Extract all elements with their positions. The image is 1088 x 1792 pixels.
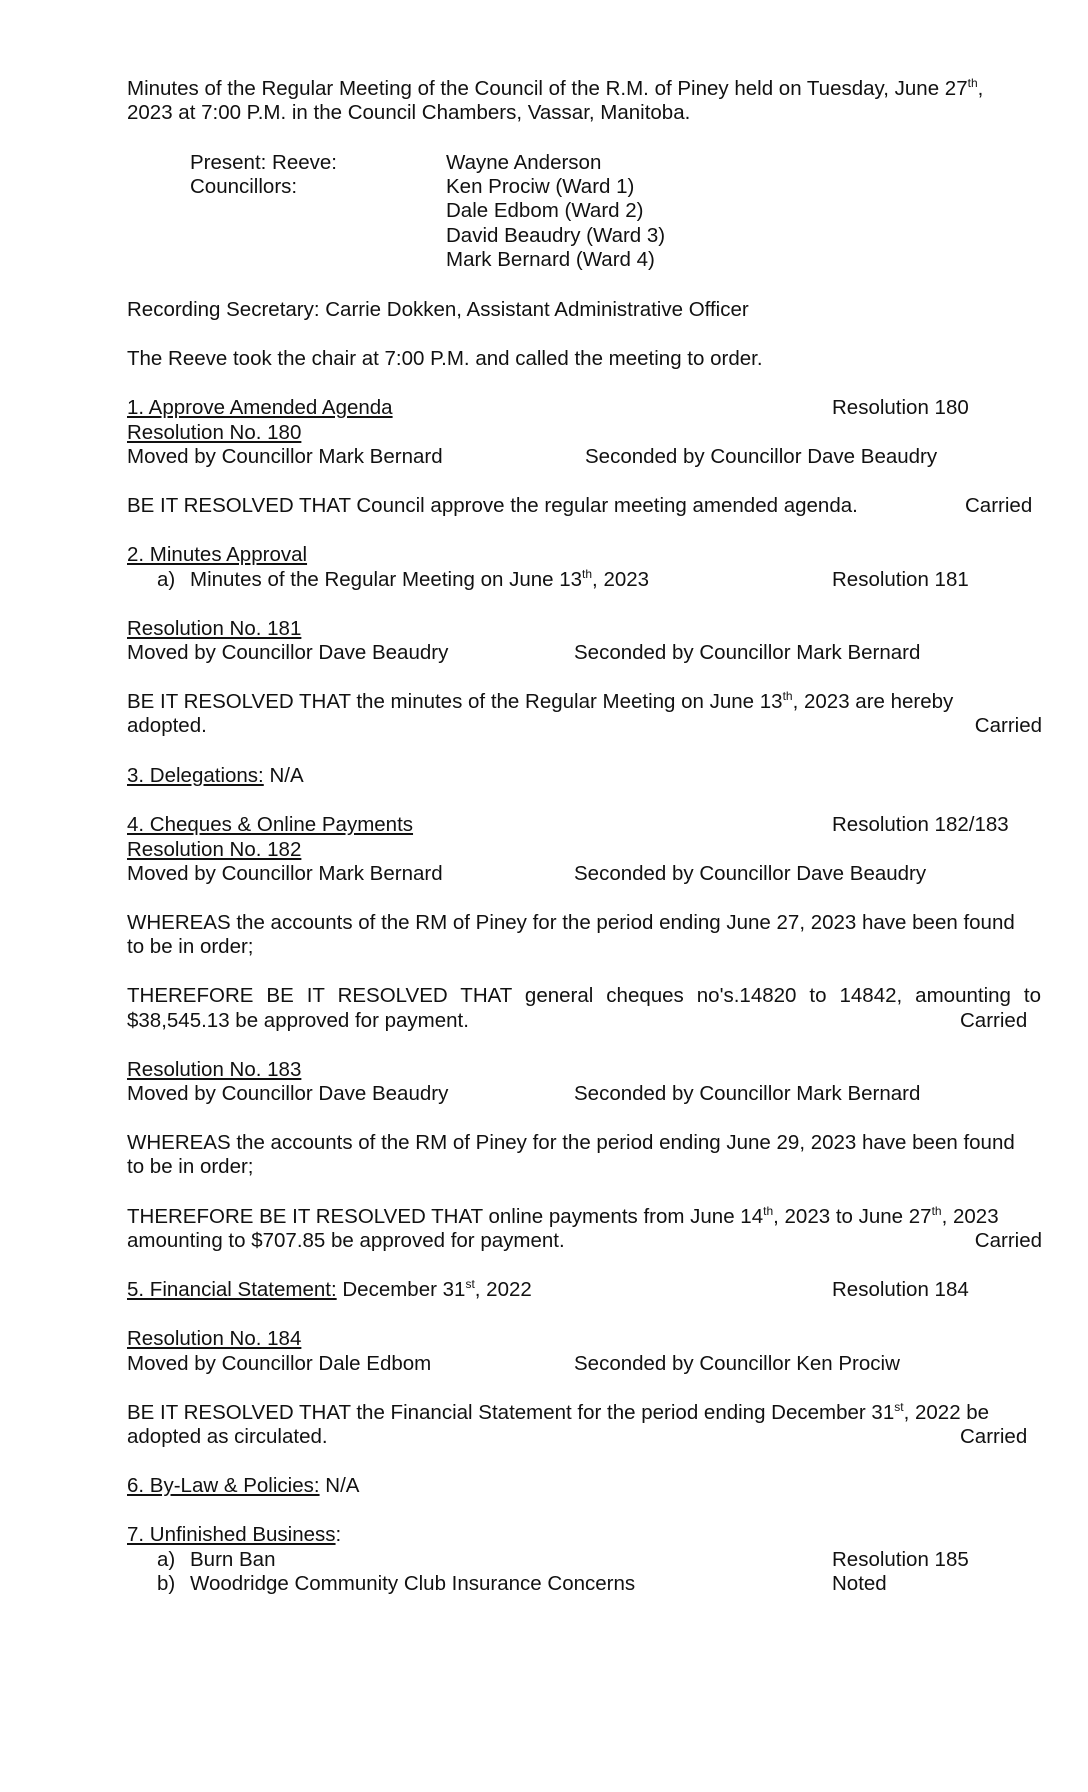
councillor-name: Ken Prociw (Ward 1): [446, 175, 635, 198]
resolution-181-status: Carried: [974, 714, 1042, 737]
section-5: 5. Financial Statement: December 31st, 2022: [127, 1277, 532, 1301]
resolution-182-whereas-line-2: to be in order;: [127, 935, 254, 958]
resolution-182-seconded: Seconded by Councillor Dave Beaudry: [574, 862, 927, 885]
resolution-180-moved: Moved by Councillor Mark Bernard: [127, 445, 443, 468]
intro-line-1: Minutes of the Regular Meeting of the Council of the R.M. of Piney held on Tuesday, June 27th,: [127, 76, 984, 100]
section-7: 7. Unfinished Business:: [127, 1523, 342, 1546]
resolution-184-seconded: Seconded by Councillor Ken Prociw: [574, 1352, 900, 1375]
section-5-resolution-ref: Resolution 184: [832, 1278, 969, 1301]
list-item: Burn Ban: [190, 1548, 276, 1571]
section-2-heading: 2. Minutes Approval: [127, 543, 308, 566]
resolution-183-number: Resolution No. 183: [127, 1058, 302, 1081]
section-4-heading: 4. Cheques & Online Payments: [127, 813, 414, 836]
section-6-value: N/A: [325, 1474, 360, 1497]
resolution-183-status: Carried: [974, 1229, 1042, 1252]
list-item-ref: Resolution 185: [832, 1548, 969, 1571]
list-item-marker: a): [157, 1548, 176, 1571]
resolution-183-whereas: WHEREAS the accounts of the RM of Piney for the period ending June 29, 2023 have been found: [127, 1131, 1015, 1154]
list-item: Woodridge Community Club Insurance Concerns: [190, 1572, 636, 1595]
resolution-182-therefore: THEREFORE BE IT RESOLVED THAT general cheques no's.14820 to 14842, amounting to: [127, 984, 1041, 1007]
present-reeve-label: Present: Reeve:: [190, 151, 337, 174]
section-2-item: Minutes of the Regular Meeting on June 13th, 2023: [190, 567, 650, 591]
resolution-184-status: Carried: [960, 1425, 1028, 1448]
resolution-181-moved: Moved by Councillor Dave Beaudry: [127, 641, 449, 664]
councillors-label: Councillors:: [190, 175, 298, 198]
section-5-heading: 5. Financial Statement:: [127, 1278, 337, 1301]
councillor-name: Dale Edbom (Ward 2): [446, 199, 644, 222]
resolution-181-seconded: Seconded by Councillor Mark Bernard: [574, 641, 921, 664]
resolution-183-seconded: Seconded by Councillor Mark Bernard: [574, 1082, 921, 1105]
resolution-184-number: Resolution No. 184: [127, 1327, 302, 1350]
resolution-183-moved: Moved by Councillor Dave Beaudry: [127, 1082, 449, 1105]
resolution-180-text: BE IT RESOLVED THAT Council approve the regular meeting amended agenda.: [127, 494, 858, 517]
resolution-181-text-line-2: adopted.: [127, 714, 207, 737]
resolution-182-whereas: WHEREAS the accounts of the RM of Piney for the period ending June 27, 2023 have been found: [127, 911, 1015, 934]
resolution-183-therefore-line-2: amounting to $707.85 be approved for payment.: [127, 1229, 565, 1252]
resolution-180-status: Carried: [965, 494, 1033, 517]
section-3-heading: 3. Delegations:: [127, 764, 264, 787]
recording-secretary: Recording Secretary: Carrie Dokken, Assistant Administrative Officer: [127, 298, 749, 321]
resolution-182-status: Carried: [960, 1009, 1028, 1032]
section-2-item-marker: a): [157, 568, 176, 591]
section-4-resolution-ref: Resolution 182/183: [832, 813, 1009, 836]
resolution-181-number: Resolution No. 181: [127, 617, 302, 640]
section-6-heading: 6. By-Law & Policies:: [127, 1474, 320, 1497]
resolution-180-number: Resolution No. 180: [127, 421, 302, 444]
resolution-182-moved: Moved by Councillor Mark Bernard: [127, 862, 443, 885]
call-to-order: The Reeve took the chair at 7:00 P.M. and called the meeting to order.: [127, 347, 763, 370]
resolution-184-text: BE IT RESOLVED THAT the Financial Statement for the period ending December 31st, 2022 be: [127, 1400, 990, 1424]
resolution-184-moved: Moved by Councillor Dale Edbom: [127, 1352, 432, 1375]
resolution-180-seconded: Seconded by Councillor Dave Beaudry: [585, 445, 938, 468]
reeve-name: Wayne Anderson: [446, 151, 602, 174]
section-2-resolution-ref: Resolution 181: [832, 568, 969, 591]
resolution-183-therefore: THEREFORE BE IT RESOLVED THAT online payments from June 14th, 2023 to June 27th, 2023: [127, 1204, 999, 1228]
resolution-181-text: BE IT RESOLVED THAT the minutes of the Regular Meeting on June 13th, 2023 are hereby: [127, 689, 954, 713]
councillor-name: David Beaudry (Ward 3): [446, 224, 666, 247]
section-1-heading: 1. Approve Amended Agenda: [127, 396, 393, 419]
resolution-184-text-line-2: adopted as circulated.: [127, 1425, 328, 1448]
resolution-182-therefore-line-2: $38,545.13 be approved for payment.: [127, 1009, 469, 1032]
list-item-ref: Noted: [832, 1572, 887, 1595]
intro-line-2: 2023 at 7:00 P.M. in the Council Chambers, Vassar, Manitoba.: [127, 101, 691, 124]
resolution-183-whereas-line-2: to be in order;: [127, 1155, 254, 1178]
section-6: [127, 1474, 359, 1498]
section-3: [127, 764, 304, 788]
list-item-marker: b): [157, 1572, 176, 1595]
councillor-name: Mark Bernard (Ward 4): [446, 248, 655, 271]
resolution-182-number: Resolution No. 182: [127, 838, 302, 861]
section-3-value: N/A: [269, 764, 304, 787]
section-7-heading: 7. Unfinished Business: [127, 1523, 336, 1546]
section-1-resolution-ref: Resolution 180: [832, 396, 969, 419]
